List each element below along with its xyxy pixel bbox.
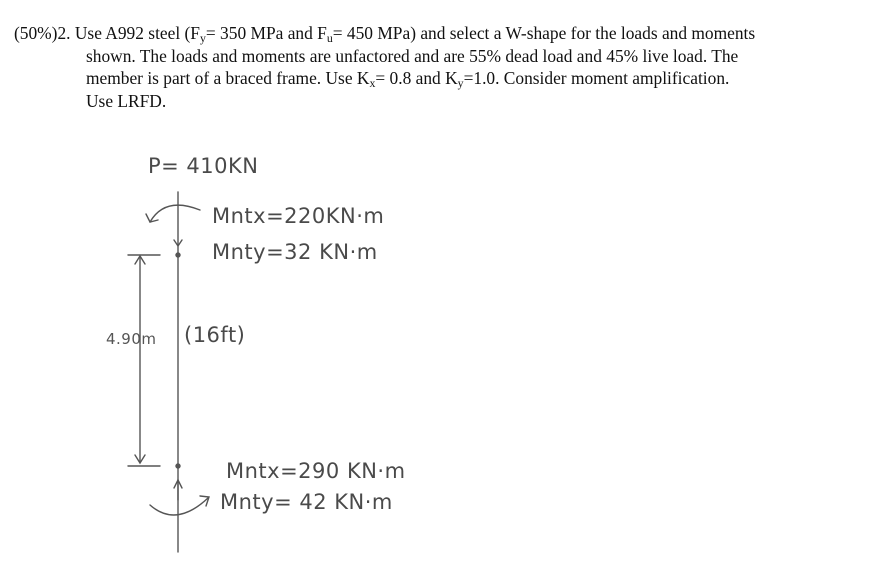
- problem-number: (50%)2.: [14, 23, 71, 43]
- problem-line-4: Use LRFD.: [86, 90, 167, 111]
- subscript: y: [199, 30, 206, 45]
- bottom-moment-arc-icon: [150, 498, 208, 515]
- top-mnty-label: Mnty=32 KN·m: [212, 240, 378, 264]
- subscript: u: [326, 30, 333, 45]
- length-m-label: 4.90m: [106, 330, 157, 348]
- problem-text: =1.0. Consider moment amplification.: [463, 68, 730, 89]
- bottom-mnty-label: Mnty= 42 KN·m: [220, 490, 393, 514]
- top-node: [176, 253, 180, 257]
- bottom-node: [176, 464, 180, 468]
- problem-text: = 0.8 and K: [375, 68, 458, 89]
- top-mntx-label: Mntx=220KN·m: [212, 204, 385, 228]
- subscript: x: [369, 76, 376, 91]
- problem-text: = 450 MPa) and select a W-shape for the loads and moments: [332, 23, 756, 43]
- problem-text: Use A992 steel (F: [74, 23, 200, 43]
- bottom-mntx-label: Mntx=290 KN·m: [226, 459, 406, 483]
- problem-text: member is part of a braced frame. Use K: [86, 68, 370, 89]
- axial-load-label: P= 410KN: [148, 154, 259, 178]
- problem-text: = 350 MPa and F: [205, 23, 327, 43]
- length-ft-label: (16ft): [184, 323, 246, 347]
- subscript: y: [457, 76, 464, 91]
- problem-line-2: shown. The loads and moments are unfactored and are 55% dead load and 45% live load. The: [86, 45, 739, 66]
